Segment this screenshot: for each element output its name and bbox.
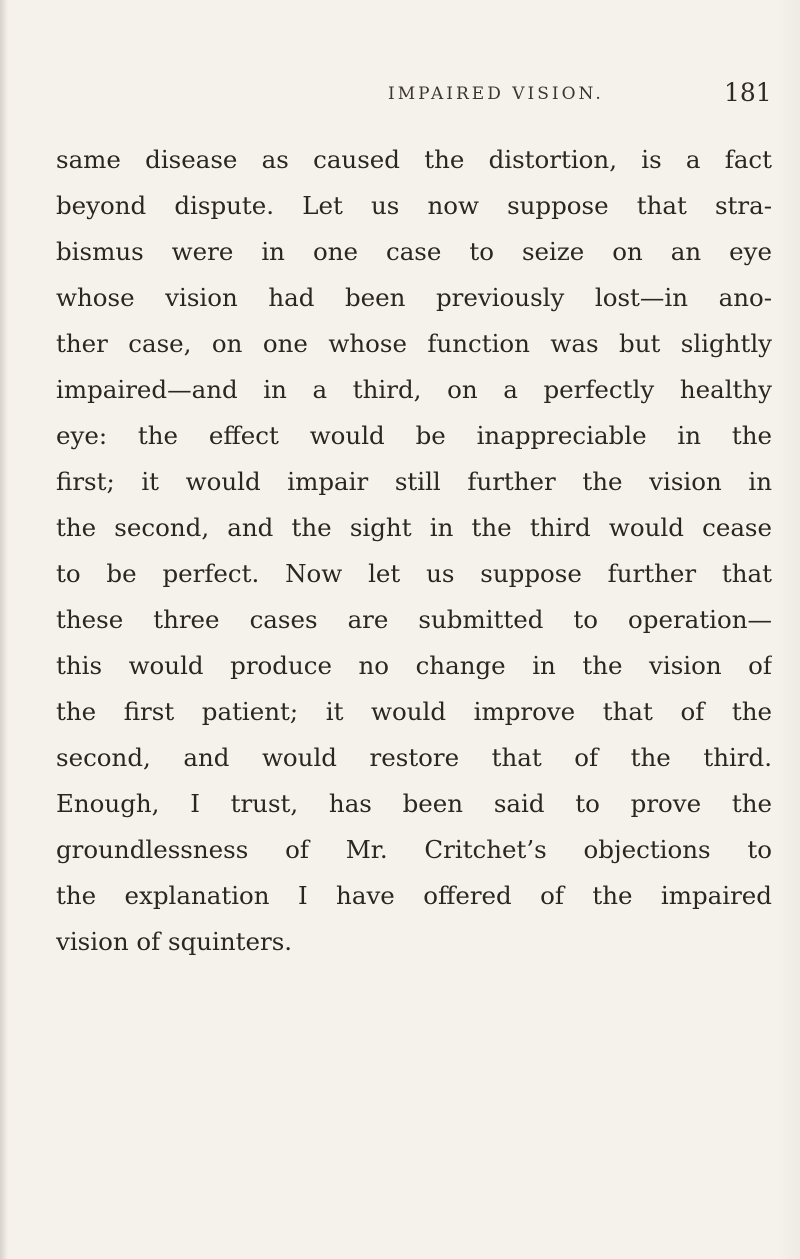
text-line: to be perfect. Now let us suppose further that [56, 559, 772, 588]
text-line: these three cases are submitted to operation— [56, 605, 772, 634]
page-header [0, 78, 800, 118]
text-line: groundlessness of Mr. Critchet’s objections to [56, 835, 772, 864]
page-number: 181 [724, 78, 772, 107]
text-line-last: vision of squinters. [56, 927, 293, 956]
text-line: the second, and the sight in the third would cease [56, 513, 772, 542]
text-line: eye: the effect would be inappreciable in the [56, 421, 772, 450]
body-paragraph [56, 137, 772, 965]
text-line: first; it would impair still further the vision in [56, 467, 772, 496]
text-line: the first patient; it would improve that of the [56, 697, 772, 726]
text-line: whose vision had been previously lost—in ano- [56, 283, 772, 312]
text-line: second, and would restore that of the third. [56, 743, 772, 772]
text-line: same disease as caused the distortion, is a fact [56, 145, 772, 174]
text-line: bismus were in one case to seize on an eye [56, 237, 772, 266]
text-line: the explanation I have offered of the impaired [56, 881, 772, 910]
page-gutter-shadow [0, 0, 8, 1259]
text-line: impaired—and in a third, on a perfectly healthy [56, 375, 772, 404]
text-line: beyond dispute. Let us now suppose that stra- [56, 191, 772, 220]
running-head: IMPAIRED VISION. [388, 84, 604, 104]
text-line: Enough, I trust, has been said to prove the [56, 789, 772, 818]
text-line: ther case, on one whose function was but slightly [56, 329, 772, 358]
text-line: this would produce no change in the vision of [56, 651, 772, 680]
